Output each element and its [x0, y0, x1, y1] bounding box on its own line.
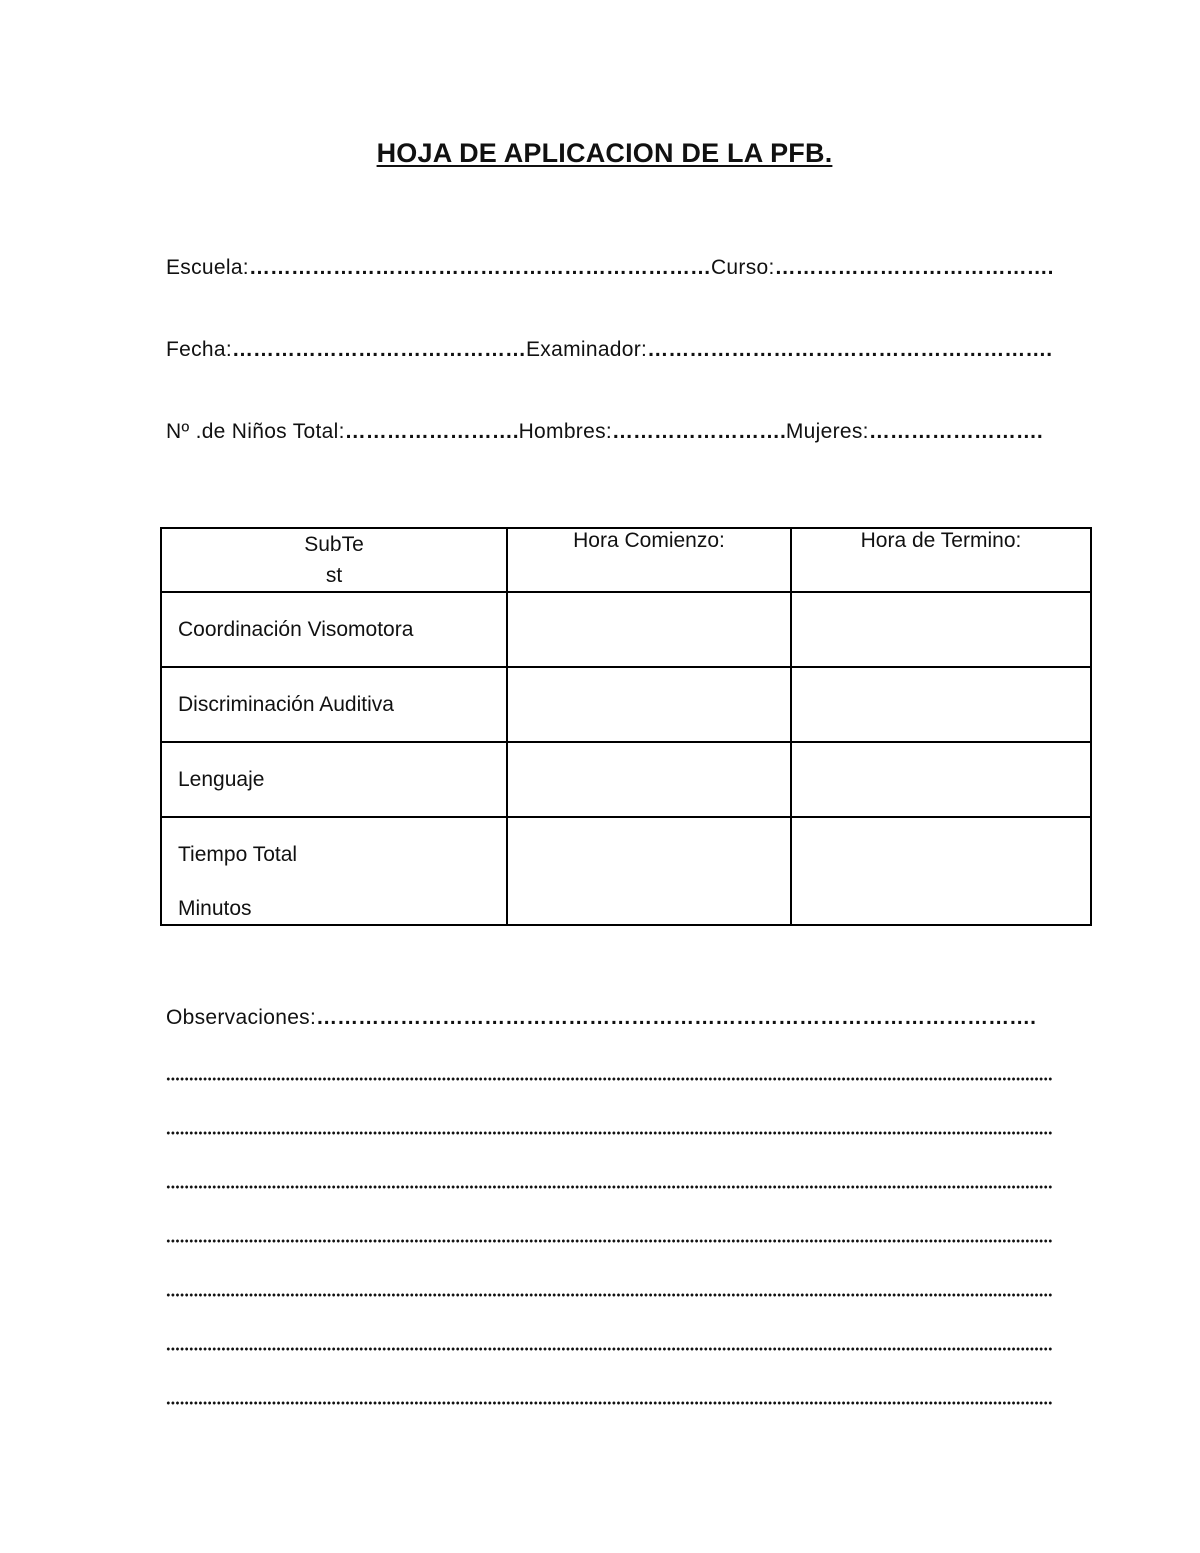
fecha-label: Fecha:: [166, 338, 232, 361]
hombres-label: Hombres:: [518, 420, 613, 443]
ninos-total-field[interactable]: …………………….: [344, 420, 519, 443]
table-row: [161, 667, 1091, 742]
subtest-name: Discriminación Auditiva: [161, 667, 507, 742]
total-row: [161, 817, 1091, 925]
end-time-cell[interactable]: [791, 592, 1091, 667]
escuela-field[interactable]: …………………………………………………………: [248, 256, 711, 279]
ninos-line: [166, 420, 1043, 444]
mujeres-field[interactable]: …………………….: [868, 420, 1043, 443]
escuela-label: Escuela:: [166, 256, 249, 279]
ninos-total-label: Nº .de Niños Total:: [166, 420, 345, 443]
subtest-table: [160, 527, 1092, 926]
end-time-header: Hora de Termino:: [791, 528, 1091, 592]
observaciones-blank-line[interactable]: [166, 1401, 1053, 1405]
subtest-name: Lenguaje: [161, 742, 507, 817]
total-label-cell: [161, 817, 507, 925]
fecha-examinador-line: [166, 338, 1052, 362]
examinador-field[interactable]: ………………………………………………….: [647, 338, 1053, 361]
observaciones-line: [166, 1006, 1036, 1030]
start-time-cell[interactable]: [507, 592, 791, 667]
curso-label: Curso:: [710, 256, 775, 279]
subtest-header: [161, 528, 507, 592]
observaciones-field[interactable]: ………………………………………………………………………………………….: [316, 1006, 1036, 1029]
observaciones-blank-line[interactable]: [166, 1185, 1053, 1189]
start-time-cell[interactable]: [507, 742, 791, 817]
curso-field[interactable]: ………………………………….: [774, 256, 1054, 279]
fecha-field[interactable]: ……………………………………: [232, 338, 526, 361]
start-time-cell[interactable]: [507, 817, 791, 925]
mujeres-label: Mujeres:: [785, 420, 869, 443]
observaciones-blank-line[interactable]: [166, 1347, 1053, 1351]
minutes-label: Minutos: [178, 897, 252, 920]
table-row: [161, 592, 1091, 667]
start-time-cell[interactable]: [507, 667, 791, 742]
observaciones-blank-line[interactable]: [166, 1077, 1053, 1081]
observaciones-blank-line[interactable]: [166, 1239, 1053, 1243]
observaciones-blank-line[interactable]: [166, 1293, 1053, 1297]
end-time-cell[interactable]: [791, 667, 1091, 742]
observaciones-blank-line[interactable]: [166, 1131, 1053, 1135]
table-row: [161, 742, 1091, 817]
escuela-curso-line: [166, 256, 1053, 280]
hombres-field[interactable]: …………………….: [612, 420, 786, 443]
observaciones-label: Observaciones:: [166, 1006, 317, 1029]
page-title: HOJA DE APLICACION DE LA PFB.: [376, 138, 833, 168]
examinador-label: Examinador:: [526, 338, 648, 361]
total-time-label: Tiempo Total: [178, 843, 298, 866]
start-time-header: Hora Comienzo:: [507, 528, 791, 592]
end-time-cell[interactable]: [791, 742, 1091, 817]
subtest-name: Coordinación Visomotora: [161, 592, 507, 667]
end-time-cell[interactable]: [791, 817, 1091, 925]
subtest-header-line2: st: [325, 564, 343, 587]
subtest-header-line1: SubTe: [304, 533, 364, 556]
table-header-row: [161, 528, 1091, 592]
